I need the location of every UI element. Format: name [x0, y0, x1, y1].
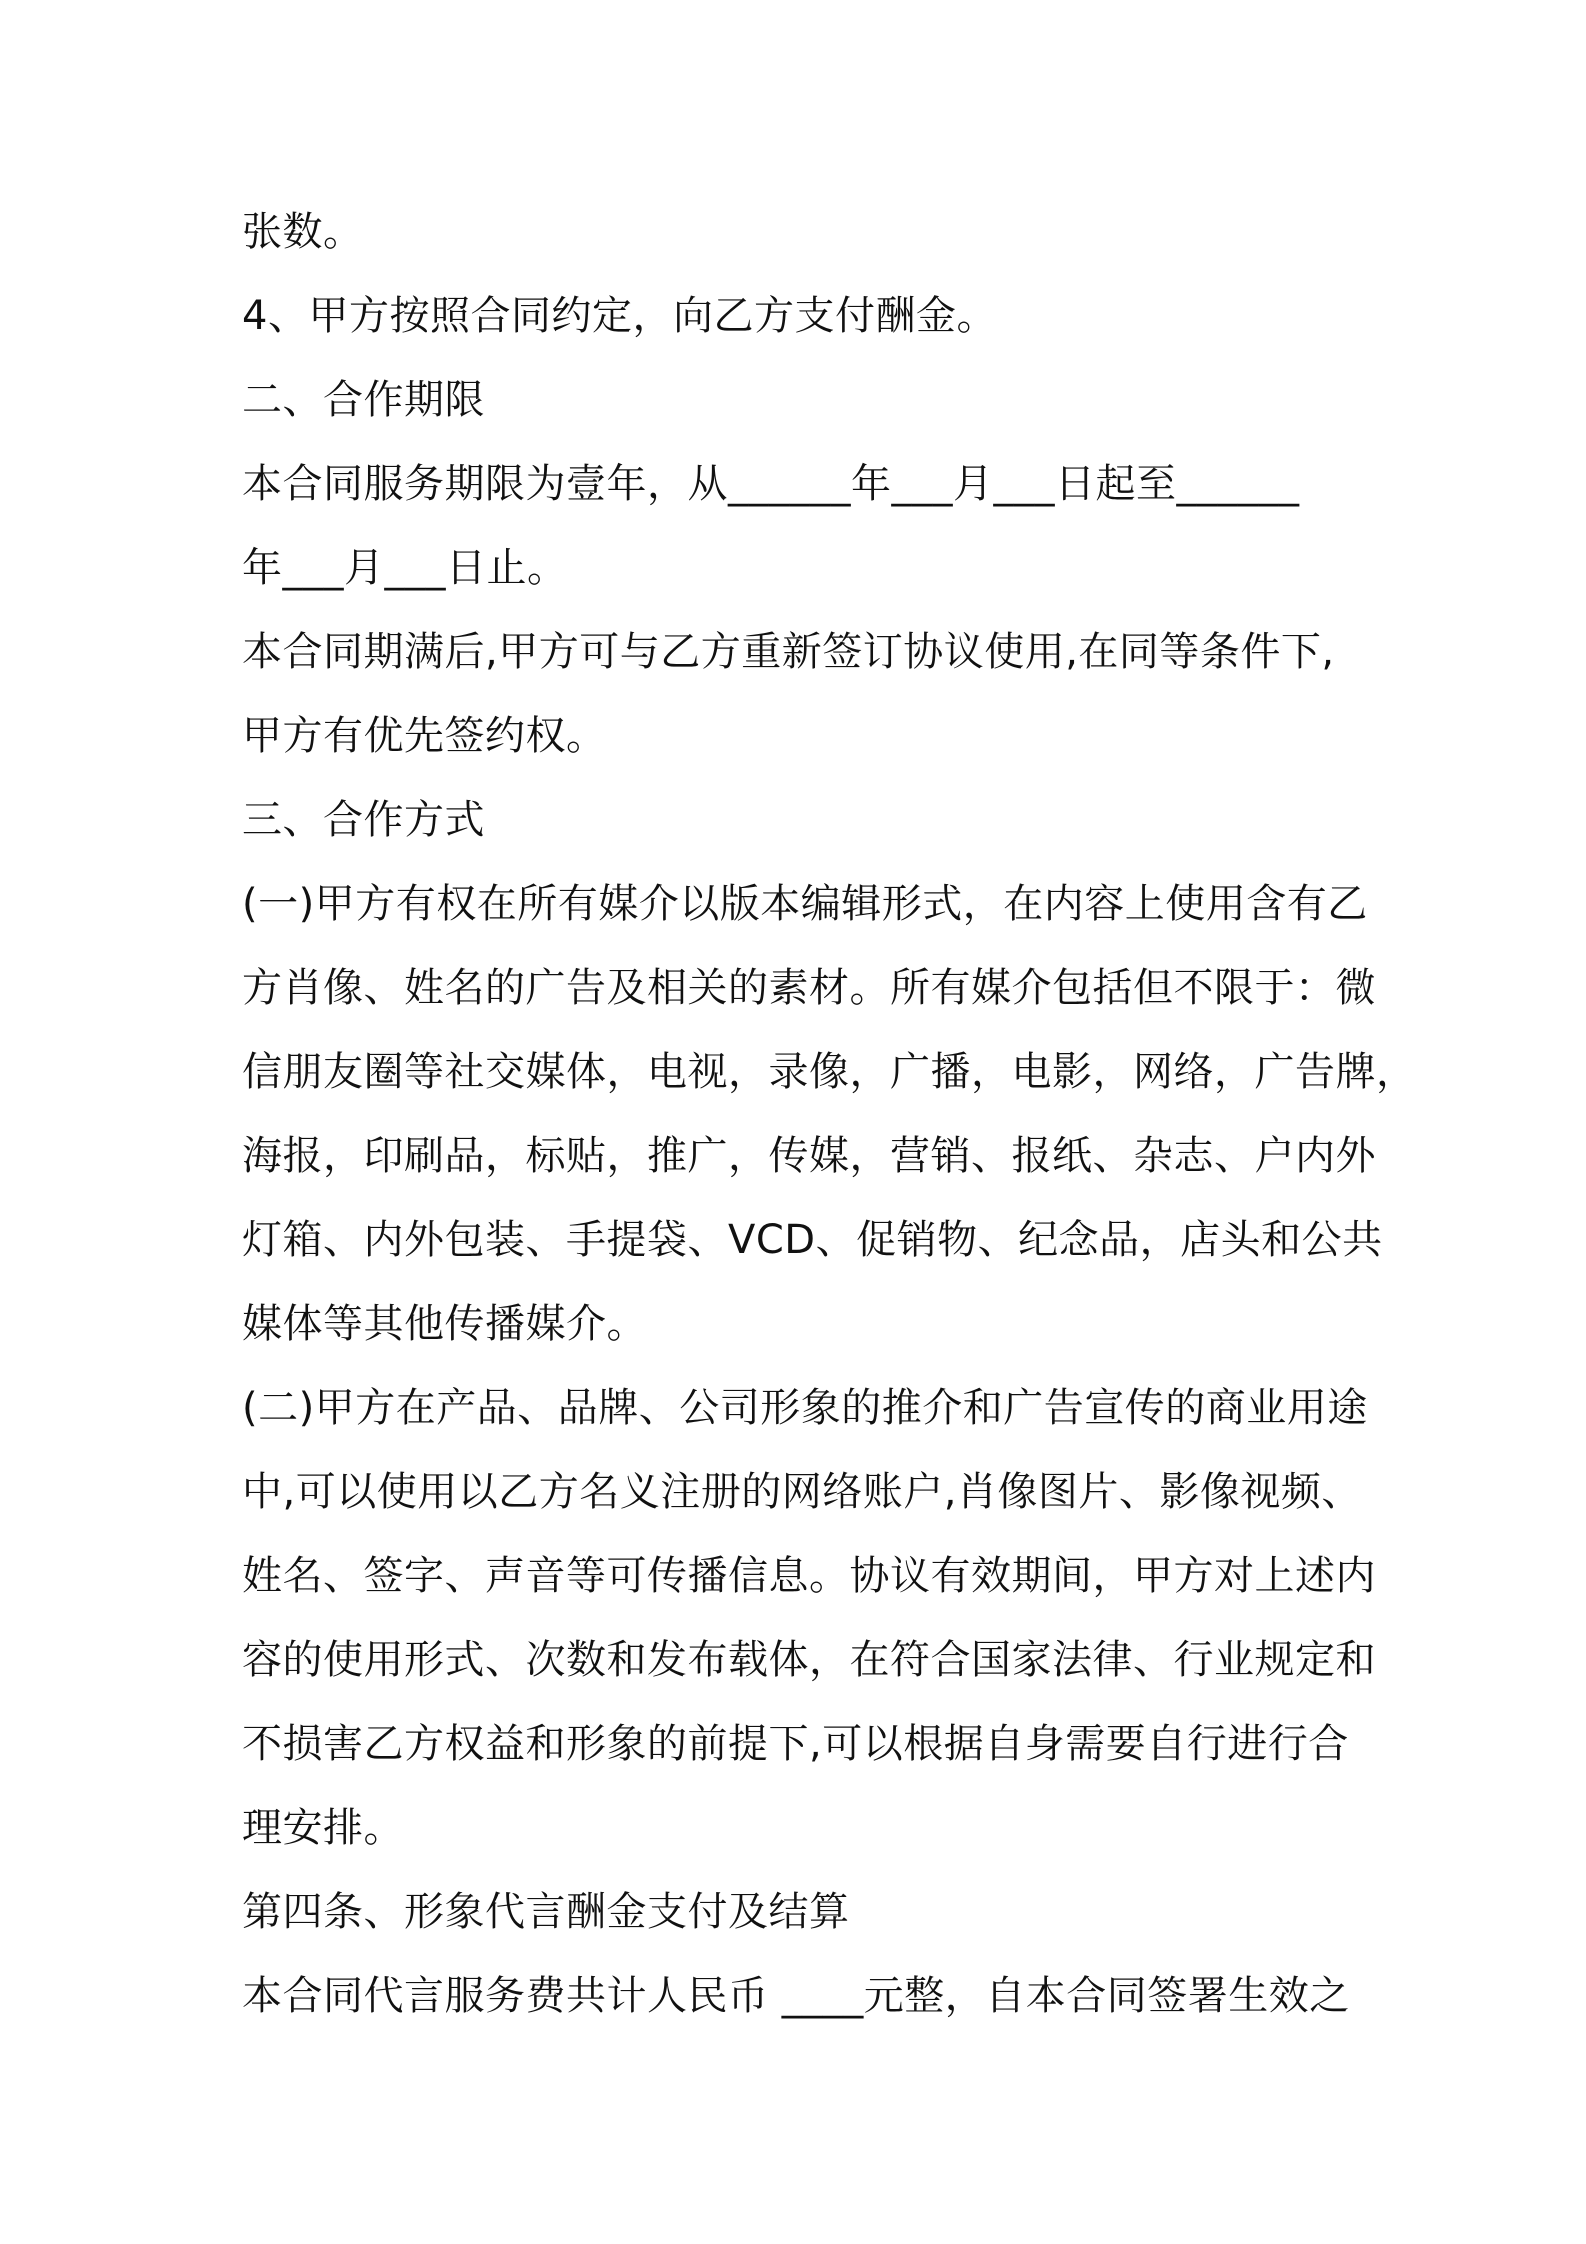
- text-line: (一)甲方有权在所有媒介以版本编辑形式，在内容上使用含有乙: [242, 881, 1368, 927]
- text-line: 本合同代言服务费共计人民币 ____元整，自本合同签署生效之: [242, 1973, 1350, 2019]
- text-line: 姓名、签字、声音等可传播信息。协议有效期间，甲方对上述内: [242, 1553, 1376, 1599]
- text-line: 本合同期满后,甲方可与乙方重新签订协议使用,在同等条件下,: [242, 629, 1335, 675]
- text-line: 4、甲方按照合同约定，向乙方支付酬金。: [242, 293, 997, 339]
- text-line: 甲方有优先签约权。: [242, 713, 607, 759]
- text-line: 中,可以使用以乙方名义注册的网络账户,肖像图片、影像视频、: [242, 1469, 1362, 1515]
- text-line: 年___月___日止。: [242, 545, 568, 591]
- document-body: [242, 190, 1417, 2038]
- text-line: 本合同服务期限为壹年，从______年___月___日起至______: [242, 461, 1300, 507]
- text-line: 灯箱、内外包装、手提袋、VCD、促销物、纪念品，店头和公共: [242, 1217, 1383, 1263]
- text-line: 信朋友圈等社交媒体，电视，录像，广播，电影，网络，广告牌，: [242, 1049, 1417, 1095]
- text-line: 方肖像、姓名的广告及相关的素材。所有媒介包括但不限于：微: [242, 965, 1376, 1011]
- section-heading: 三、合作方式: [242, 797, 485, 843]
- text-line: 张数。: [242, 209, 364, 255]
- section-heading: 第四条、形象代言酬金支付及结算: [242, 1889, 850, 1935]
- text-line: 海报，印刷品，标贴，推广，传媒，营销、报纸、杂志、户内外: [242, 1133, 1376, 1179]
- text-line: (二)甲方在产品、品牌、公司形象的推介和广告宣传的商业用途: [242, 1385, 1368, 1431]
- text-line: 不损害乙方权益和形象的前提下,可以根据自身需要自行进行合: [242, 1721, 1349, 1767]
- text-line: 理安排。: [242, 1805, 404, 1851]
- section-heading: 二、合作期限: [242, 377, 485, 423]
- text-line: 容的使用形式、次数和发布载体，在符合国家法律、行业规定和: [242, 1637, 1376, 1683]
- text-line: 媒体等其他传播媒介。: [242, 1301, 647, 1347]
